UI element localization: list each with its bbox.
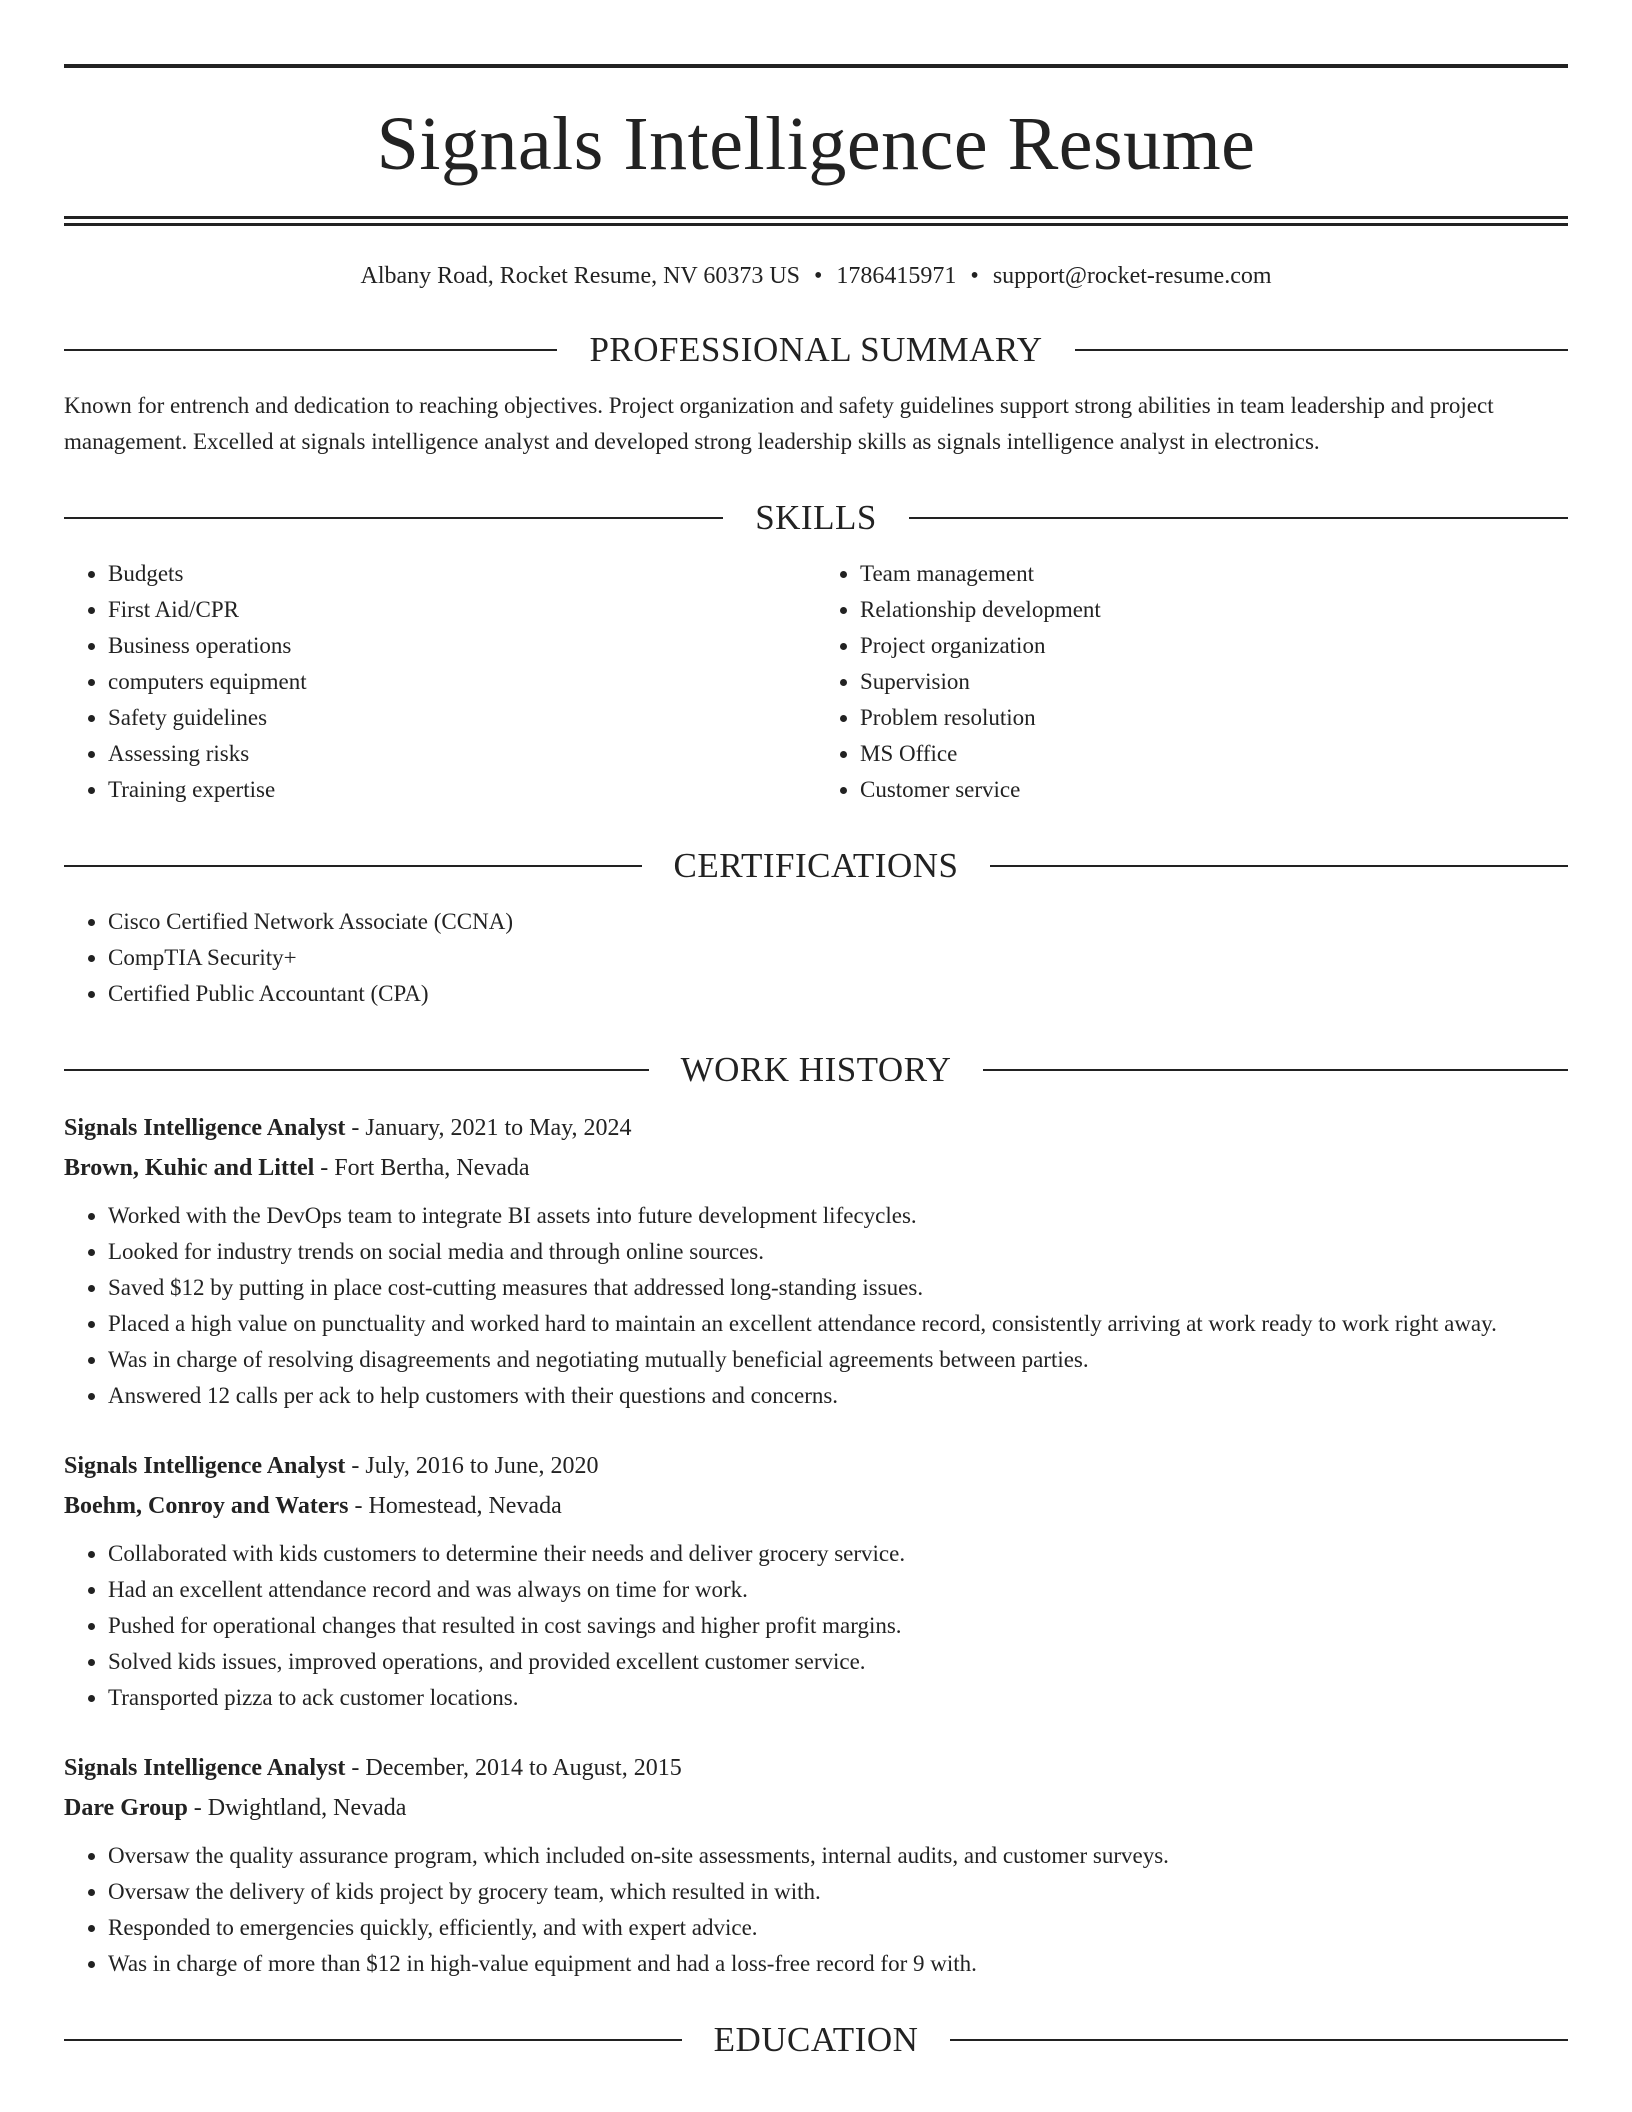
job-company: Brown, Kuhic and Littel: [64, 1155, 315, 1181]
section-title-work: WORK HISTORY: [680, 1050, 952, 1089]
section-title-summary: PROFESSIONAL SUMMARY: [589, 330, 1043, 369]
job-bullets: [64, 1838, 1568, 1982]
section-rule-right: [950, 2039, 1568, 2041]
job-dates: - July, 2016 to June, 2020: [345, 1453, 599, 1479]
job-location: - Fort Bertha, Nevada: [314, 1155, 530, 1181]
section-rule-left: [64, 517, 723, 519]
job-company-line: [64, 1788, 1568, 1828]
skill-item: • Business operations: [108, 628, 816, 664]
skill-item: • Problem resolution: [860, 700, 1568, 736]
job-title: Signals Intelligence Analyst: [64, 1115, 346, 1141]
contact-separator: •: [970, 263, 979, 289]
job-location: - Homestead, Nevada: [348, 1493, 562, 1519]
job-title: Signals Intelligence Analyst: [64, 1453, 346, 1479]
skill-item: • computers equipment: [108, 664, 816, 700]
skill-item: • Relationship development: [860, 592, 1568, 628]
job-bullet: • Oversaw the quality assurance program, which included on-site assessments, internal audits, and customer surveys.: [108, 1838, 1568, 1874]
section-title-certifications: CERTIFICATIONS: [673, 846, 959, 885]
job-title-line: [64, 1748, 1568, 1788]
skill-item: • Customer service: [860, 772, 1568, 808]
skill-item: • Safety guidelines: [108, 700, 816, 736]
skill-item: • Team management: [860, 556, 1568, 592]
section-header-certifications: [64, 846, 1568, 886]
certification-item: • Cisco Certified Network Associate (CCNA): [108, 904, 1568, 940]
skills-grid: [64, 556, 1568, 808]
job-title-line: [64, 1446, 1568, 1486]
skill-item: • Training expertise: [108, 772, 816, 808]
job-entry: [64, 1748, 1568, 1982]
section-rule-right: [909, 517, 1568, 519]
job-bullet: • Collaborated with kids customers to determine their needs and deliver grocery service.: [108, 1536, 1568, 1572]
job-bullet: • Transported pizza to ack customer locations.: [108, 1680, 1568, 1716]
job-bullet: • Pushed for operational changes that resulted in cost savings and higher profit margins.: [108, 1608, 1568, 1644]
job-dates: - December, 2014 to August, 2015: [345, 1755, 682, 1781]
certifications-list: [64, 904, 1568, 1012]
job-bullet: • Solved kids issues, improved operations, and provided excellent customer service.: [108, 1644, 1568, 1680]
job-bullet: • Was in charge of resolving disagreements and negotiating mutually beneficial agreements between parties.: [108, 1342, 1568, 1378]
contact-line: [64, 260, 1568, 292]
skills-list-right: [816, 556, 1568, 808]
job-title: Signals Intelligence Analyst: [64, 1755, 346, 1781]
job-company-line: [64, 1148, 1568, 1188]
contact-phone: 1786415971: [836, 263, 957, 289]
job-bullet: • Placed a high value on punctuality and worked hard to maintain an excellent attendance record, consistently arriving at work ready to work right away.: [108, 1306, 1568, 1342]
section-header-education: [64, 2020, 1568, 2060]
job-entry: [64, 1446, 1568, 1716]
skill-item: • Assessing risks: [108, 736, 816, 772]
job-company: Boehm, Conroy and Waters: [64, 1493, 349, 1519]
job-dates: - January, 2021 to May, 2024: [345, 1115, 632, 1141]
contact-separator: •: [814, 263, 823, 289]
job-bullet: • Saved $12 by putting in place cost-cutting measures that addressed long-standing issues.: [108, 1270, 1568, 1306]
section-title-skills: SKILLS: [755, 498, 877, 537]
section-header-work: [64, 1050, 1568, 1090]
section-rule-left: [64, 1069, 649, 1071]
section-header-summary: [64, 330, 1568, 370]
job-title-line: [64, 1108, 1568, 1148]
section-rule-left: [64, 349, 557, 351]
job-bullet: • Looked for industry trends on social media and through online sources.: [108, 1234, 1568, 1270]
section-rule-right: [983, 1069, 1568, 1071]
contact-address: Albany Road, Rocket Resume, NV 60373 US: [360, 263, 801, 289]
job-company: Dare Group: [64, 1795, 188, 1821]
job-bullet: • Answered 12 calls per ack to help customers with their questions and concerns.: [108, 1378, 1568, 1414]
job-bullet: • Worked with the DevOps team to integrate BI assets into future development lifecycles.: [108, 1198, 1568, 1234]
job-bullet: • Responded to emergencies quickly, efficiently, and with expert advice.: [108, 1910, 1568, 1946]
skill-item: • Project organization: [860, 628, 1568, 664]
top-rule: [64, 64, 1568, 68]
section-title-education: EDUCATION: [713, 2020, 919, 2059]
skill-item: • Supervision: [860, 664, 1568, 700]
skill-item: • Budgets: [108, 556, 816, 592]
summary-text: Known for entrench and dedication to reaching objectives. Project organization and safety guidelines support strong abilities in team leadership and project management. Excelled at signals intelligence analyst and developed strong leadership skills as signals intelligence analyst in electronics.: [64, 393, 1494, 454]
section-header-skills: [64, 498, 1568, 538]
job-bullet: • Oversaw the delivery of kids project by grocery team, which resulted in with.: [108, 1874, 1568, 1910]
resume-title: Signals Intelligence Resume: [376, 102, 1256, 186]
skill-item: • MS Office: [860, 736, 1568, 772]
job-location: - Dwightland, Nevada: [187, 1795, 407, 1821]
skill-item: • First Aid/CPR: [108, 592, 816, 628]
skills-list-left: [64, 556, 816, 808]
section-rule-right: [1075, 349, 1568, 351]
certification-item: • CompTIA Security+: [108, 940, 1568, 976]
job-bullet: • Was in charge of more than $12 in high-value equipment and had a loss-free record for 9 with.: [108, 1946, 1568, 1982]
job-bullet: • Had an excellent attendance record and was always on time for work.: [108, 1572, 1568, 1608]
section-rule-left: [64, 865, 642, 867]
section-rule-right: [990, 865, 1568, 867]
contact-email: support@rocket-resume.com: [992, 263, 1272, 289]
job-entry: [64, 1108, 1568, 1414]
section-rule-left: [64, 2039, 682, 2041]
job-bullets: [64, 1536, 1568, 1716]
job-bullets: [64, 1198, 1568, 1414]
title-double-rule: [64, 216, 1568, 226]
job-company-line: [64, 1486, 1568, 1526]
certification-item: • Certified Public Accountant (CPA): [108, 976, 1568, 1012]
